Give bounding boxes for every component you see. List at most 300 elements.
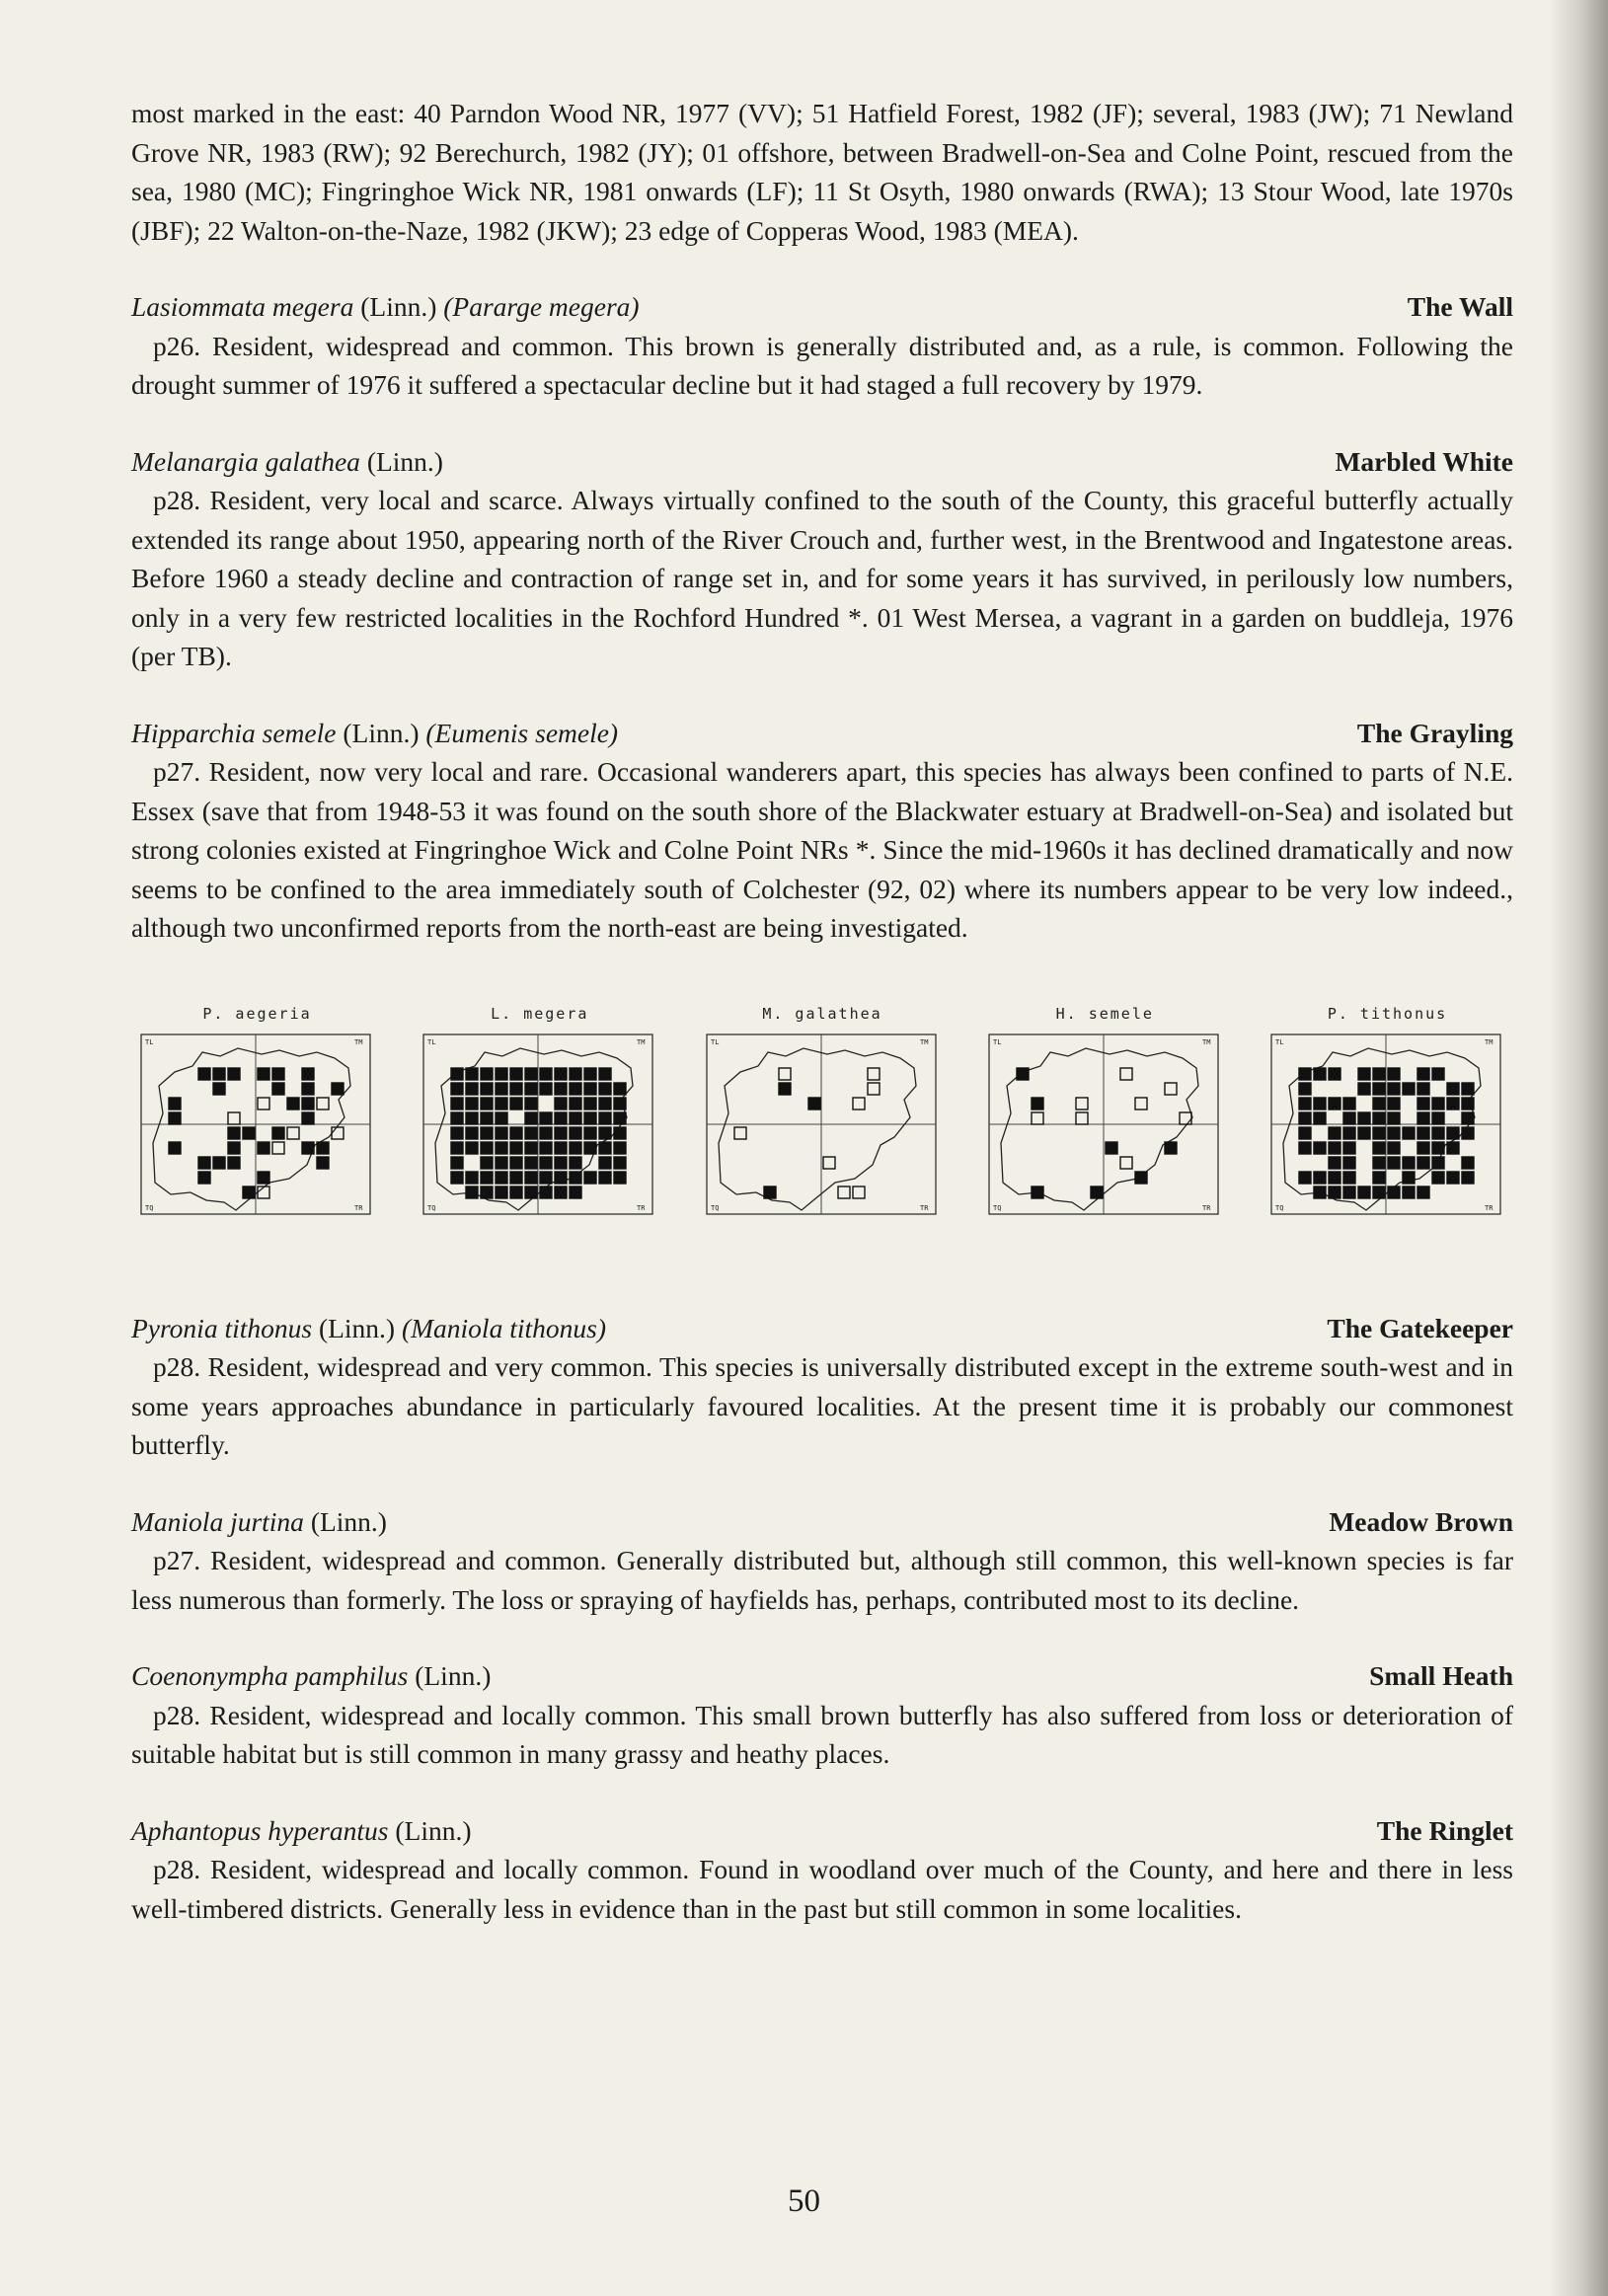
record-square-recent [213,1083,225,1095]
record-square-recent [614,1142,626,1154]
record-square-recent [1106,1142,1117,1154]
record-square-recent [228,1157,240,1169]
record-square-recent [481,1157,493,1169]
record-square-old [317,1098,329,1110]
common-name: The Gatekeeper [1327,1312,1513,1343]
record-square-recent [481,1127,493,1139]
record-square-recent [510,1142,522,1154]
record-square-recent [510,1083,522,1095]
record-square-recent [584,1098,596,1110]
record-square-recent [1388,1068,1400,1080]
record-square-recent [481,1068,493,1080]
record-square-recent [525,1142,537,1154]
record-square-recent [1403,1172,1415,1184]
record-square-recent [584,1068,596,1080]
record-square-recent [570,1112,581,1124]
record-square-recent [1373,1127,1385,1139]
record-square-recent [1417,1142,1429,1154]
record-square-recent [198,1157,210,1169]
record-square-recent [510,1186,522,1198]
record-square-recent [1299,1127,1311,1139]
distribution-map [414,1005,665,1224]
record-square-recent [466,1172,478,1184]
record-square-recent [584,1083,596,1095]
record-square-recent [287,1098,299,1110]
species-name [131,1811,472,1851]
record-square-recent [540,1157,552,1169]
species-description: p28. Resident, widespread and very common. This species is universally distributed except in the extreme south-west and in some years approaches abundance in particularly favoured localities. At the present time it is probably our commonest butterfly. [131,1351,1513,1460]
species-heading [131,1811,1513,1851]
record-square-old [1076,1112,1088,1124]
page-edge-shadow [1549,0,1608,2296]
record-square-recent [213,1157,225,1169]
record-square-recent [540,1068,552,1080]
record-square-recent [1403,1127,1415,1139]
record-square-recent [510,1127,522,1139]
record-square-recent [525,1172,537,1184]
species-heading [131,1309,1513,1348]
record-square-recent [1314,1112,1326,1124]
record-square-recent [1388,1083,1400,1095]
common-name: The Wall [1407,291,1513,322]
record-square-recent [1358,1112,1370,1124]
species-name [131,442,443,482]
record-square-recent [555,1098,567,1110]
record-square-recent [1403,1083,1415,1095]
common-name: Small Heath [1369,1660,1513,1691]
record-square-recent [1358,1068,1370,1080]
species-entry-marbled-white [131,442,1513,676]
record-square-recent [1417,1186,1429,1198]
distribution-map [1262,1005,1513,1224]
record-square-recent [317,1157,329,1169]
record-square-recent [525,1112,537,1124]
record-square-recent [555,1083,567,1095]
record-square-recent [272,1127,284,1139]
species-name [131,1656,491,1696]
record-square-recent [198,1172,210,1184]
record-square-recent [1343,1142,1355,1154]
grid-ref-label: TQ [1275,1203,1284,1212]
record-square-recent [1462,1157,1474,1169]
record-square-recent [614,1157,626,1169]
record-square-recent [302,1083,314,1095]
record-square-old [332,1127,344,1139]
record-square-recent [198,1068,210,1080]
distribution-map-graphic [414,1027,665,1224]
record-square-recent [1447,1083,1459,1095]
grid-ref-label: TR [919,1203,928,1212]
record-square-recent [1329,1186,1340,1198]
record-square-recent [1432,1172,1444,1184]
record-square-old [734,1127,746,1139]
record-square-recent [1373,1098,1385,1110]
grid-ref-label: TM [354,1037,363,1046]
map-label: H. semele [1055,1004,1154,1023]
record-square-recent [1432,1068,1444,1080]
grid-ref-label: TQ [427,1203,436,1212]
distribution-map-graphic [131,1027,383,1224]
record-square-recent [525,1157,537,1169]
common-name: Meadow Brown [1329,1505,1513,1537]
record-square-recent [1373,1142,1385,1154]
record-square-recent [1373,1083,1385,1095]
record-square-recent [496,1157,507,1169]
species-description: p27. Resident, widespread and common. Generally distributed but, although still common, this well-known species is far less numerous than formerly. The loss or spraying of hayfields has, perhaps, contributed most to its decline. [131,1545,1513,1615]
record-square-old [779,1068,791,1080]
record-square-recent [540,1186,552,1198]
grid-ref-label: TL [145,1037,154,1046]
page-number: 50 [788,2183,820,2219]
map-label: P. tithonus [1327,1004,1448,1023]
record-square-recent [540,1142,552,1154]
record-square-recent [1462,1112,1474,1124]
record-square-recent [614,1112,626,1124]
record-square-recent [540,1172,552,1184]
record-square-recent [555,1112,567,1124]
record-square-recent [228,1142,240,1154]
record-square-recent [555,1068,567,1080]
record-square-recent [570,1127,581,1139]
species-entry-meadow-brown [131,1502,1513,1620]
record-square-recent [496,1112,507,1124]
record-square-old [272,1142,284,1154]
record-square-recent [1091,1186,1103,1198]
record-square-recent [584,1142,596,1154]
grid-ref-label: TQ [145,1203,154,1212]
record-square-recent [1299,1098,1311,1110]
record-square-recent [599,1098,611,1110]
record-square-recent [228,1127,240,1139]
record-square-recent [1447,1142,1459,1154]
record-square-recent [1329,1142,1340,1154]
record-square-recent [1373,1068,1385,1080]
species-description: p28. Resident, widespread and locally common. This small brown butterfly has also suffered from loss or deterioration of suitable habitat but is still common in many grassy and heathy places. [131,1699,1513,1769]
record-square-recent [614,1172,626,1184]
record-square-old [1180,1112,1191,1124]
record-square-recent [764,1186,776,1198]
grid-ref-label: TM [637,1037,646,1046]
record-square-recent [1447,1127,1459,1139]
record-square-recent [1462,1098,1474,1110]
species-heading [131,1502,1513,1542]
record-square-recent [1373,1112,1385,1124]
record-square-recent [258,1172,269,1184]
species-description: p26. Resident, widespread and common. This brown is generally distributed and, as a rule, is common. Following the drought summer of 1976 it suffered a spectacular decline but it had staged a full recovery by 1979. [131,330,1513,400]
record-square-recent [451,1068,463,1080]
record-square-recent [555,1172,567,1184]
record-square-recent [451,1083,463,1095]
record-square-recent [481,1172,493,1184]
page-body [131,94,1513,1928]
record-square-recent [779,1083,791,1095]
synonym: (Eumenis semele) [425,717,619,748]
grid-ref-label: TR [1201,1203,1211,1212]
record-square-recent [570,1142,581,1154]
grid-ref-label: TL [427,1037,436,1046]
record-square-recent [451,1112,463,1124]
record-square-old [1120,1157,1132,1169]
distribution-maps [131,1005,1513,1224]
record-square-recent [555,1186,567,1198]
record-square-recent [1314,1098,1326,1110]
species-description: p28. Resident, very local and scarce. Always virtually confined to the south of the County, this graceful butterfly actually extended its range about 1950, appearing north of the River Crouch and, further west, in the Brentwood and Ingatestone areas. Before 1960 a steady decline and contraction of range set in, and for some years it has survived, in perilously low numbers, only in a very few restricted localities in the Rochford Hundred *. 01 West Mersea, a vagrant in a garden on buddleja, 1976 (per TB). [131,485,1513,671]
record-square-recent [1447,1098,1459,1110]
authority: (Linn.) [318,1312,396,1343]
record-square-recent [243,1127,255,1139]
record-square-recent [540,1083,552,1095]
record-square-old [258,1186,269,1198]
species-name [131,1309,606,1348]
record-square-recent [466,1098,478,1110]
record-square-recent [332,1083,344,1095]
record-square-old [1076,1098,1088,1110]
record-square-recent [169,1112,181,1124]
species-heading [131,442,1513,482]
record-square-recent [1388,1112,1400,1124]
record-square-recent [302,1098,314,1110]
grid-ref-label: TM [1485,1037,1493,1046]
record-square-recent [466,1142,478,1154]
record-square-recent [302,1112,314,1124]
record-square-recent [555,1142,567,1154]
synonym: (Maniola tithonus) [401,1312,606,1343]
record-square-recent [1432,1142,1444,1154]
record-square-recent [525,1068,537,1080]
record-square-recent [1432,1157,1444,1169]
grid-ref-label: TQ [710,1203,719,1212]
record-square-recent [525,1083,537,1095]
record-square-recent [496,1172,507,1184]
record-square-recent [496,1142,507,1154]
record-square-recent [570,1083,581,1095]
distribution-map-graphic [1262,1027,1513,1224]
record-square-recent [525,1098,537,1110]
species-entry-ringlet [131,1811,1513,1929]
record-square-recent [614,1127,626,1139]
record-square-recent [169,1142,181,1154]
record-square-recent [481,1098,493,1110]
record-square-recent [1135,1172,1147,1184]
record-square-recent [599,1172,611,1184]
grid-ref-label: TR [637,1203,646,1212]
record-square-recent [1373,1186,1385,1198]
common-name: Marbled White [1335,445,1513,477]
record-square-recent [555,1157,567,1169]
record-square-recent [1388,1098,1400,1110]
record-square-recent [540,1127,552,1139]
grid-ref-label: TR [354,1203,363,1212]
record-square-recent [1329,1098,1340,1110]
common-name: The Ringlet [1376,1814,1513,1846]
record-square-recent [451,1098,463,1110]
species-entry-grayling [131,714,1513,948]
species-heading [131,714,1513,753]
record-square-recent [1343,1112,1355,1124]
record-square-recent [302,1068,314,1080]
record-square-recent [1343,1172,1355,1184]
record-square-recent [1432,1098,1444,1110]
record-square-recent [496,1127,507,1139]
record-square-recent [1417,1127,1429,1139]
record-square-old [853,1186,865,1198]
record-square-recent [228,1068,240,1080]
record-square-recent [1165,1142,1177,1154]
record-square-old [1032,1112,1043,1124]
grid-ref-label: TM [919,1037,928,1046]
authority: (Linn.) [366,445,443,477]
record-square-recent [1417,1112,1429,1124]
authority: (Linn.) [310,1505,387,1537]
record-square-recent [481,1142,493,1154]
record-square-recent [1299,1172,1311,1184]
record-square-old [823,1157,835,1169]
record-square-recent [302,1142,314,1154]
record-square-recent [599,1142,611,1154]
species-heading [131,287,1513,327]
record-square-recent [1417,1098,1429,1110]
synonym: (Pararge megera) [443,291,640,322]
record-square-recent [510,1098,522,1110]
record-square-recent [451,1142,463,1154]
latin-name: Aphantopus hyperantus [131,1814,389,1846]
record-square-recent [481,1112,493,1124]
distribution-map [131,1005,383,1224]
record-square-recent [1299,1112,1311,1124]
record-square-recent [466,1112,478,1124]
record-square-recent [1417,1068,1429,1080]
species-entry-wall [131,287,1513,405]
record-square-recent [466,1083,478,1095]
distribution-map [697,1005,949,1224]
record-square-recent [614,1083,626,1095]
record-square-recent [570,1172,581,1184]
record-square-recent [258,1068,269,1080]
record-square-recent [466,1127,478,1139]
record-square-recent [1462,1083,1474,1095]
record-square-recent [1358,1127,1370,1139]
record-square-recent [496,1098,507,1110]
map-label: L. megera [491,1004,589,1023]
grid-ref-label: TR [1485,1203,1493,1212]
record-square-recent [1417,1157,1429,1169]
record-square-recent [258,1142,269,1154]
record-square-recent [808,1098,820,1110]
record-square-recent [570,1157,581,1169]
record-square-recent [451,1127,463,1139]
latin-name: Melanargia galathea [131,445,360,477]
record-square-recent [1329,1157,1340,1169]
record-square-recent [1343,1157,1355,1169]
record-square-recent [584,1112,596,1124]
species-entry-small-heath [131,1656,1513,1774]
record-square-recent [510,1172,522,1184]
grid-ref-label: TM [1201,1037,1211,1046]
record-square-recent [1447,1172,1459,1184]
distribution-map-graphic [979,1027,1231,1224]
latin-name: Coenonympha pamphilus [131,1660,409,1691]
latin-name: Hipparchia semele [131,717,337,748]
record-square-recent [1299,1083,1311,1095]
species-description: p27. Resident, now very local and rare. Occasional wanderers apart, this species has always been confined to parts of N.E. Essex (save that from 1948-53 it was found on the south shore of the Blackwater estuary at Bradwell-on-Sea) and isolated but strong colonies existed at Fingringhoe Wick and Colne Point NRs *. Since the mid-1960s it has declined dramatically and now seems to be confined to the area immediately south of Colchester (92, 02) where its numbers appear to be very low indeed., although two unconfirmed reports from the north-east are being investigated. [131,756,1513,943]
species-name [131,1502,387,1542]
record-square-recent [496,1083,507,1095]
record-square-recent [599,1083,611,1095]
record-square-recent [570,1068,581,1080]
record-square-recent [1314,1186,1326,1198]
record-square-old [1120,1068,1132,1080]
record-square-old [287,1127,299,1139]
record-square-recent [525,1127,537,1139]
record-square-recent [496,1186,507,1198]
intro-paragraph: most marked in the east: 40 Parndon Wood NR, 1977 (VV); 51 Hatfield Forest, 1982 (JF); several, 1983 (JW); 71 Newland Grove NR, 1983 (RW); 92 Berechurch, 1982 (JY); 01 offshore, between Bradwell-on-Sea and Colne Point, rescued from the sea, 1980 (MC); Fingringhoe Wick NR, 1981 onwards (LF); 11 St Osyth, 1980 onwards (RWA); 13 Stour Wood, late 1970s (JBF); 22 Walton-on-the-Naze, 1982 (JKW); 23 edge of Copperas Wood, 1983 (MEA). [131,98,1513,246]
grid-ref-label: TL [1275,1037,1284,1046]
record-square-recent [540,1112,552,1124]
record-square-recent [1462,1127,1474,1139]
latin-name: Maniola jurtina [131,1505,304,1537]
authority: (Linn.) [395,1814,472,1846]
common-name: The Grayling [1356,717,1513,748]
record-square-recent [213,1068,225,1080]
record-square-recent [1032,1186,1043,1198]
record-square-recent [1314,1142,1326,1154]
record-square-recent [599,1112,611,1124]
record-square-recent [1329,1127,1340,1139]
record-square-recent [570,1186,581,1198]
record-square-recent [1432,1112,1444,1124]
record-square-old [1135,1098,1147,1110]
record-square-recent [466,1068,478,1080]
record-square-recent [1299,1068,1311,1080]
record-square-recent [599,1068,611,1080]
record-square-recent [496,1068,507,1080]
record-square-old [228,1112,240,1124]
record-square-recent [1329,1172,1340,1184]
record-square-recent [1032,1098,1043,1110]
record-square-recent [1343,1127,1355,1139]
county-outline [719,1048,916,1210]
grid-ref-label: TL [710,1037,719,1046]
record-square-recent [1017,1068,1029,1080]
record-square-recent [272,1068,284,1080]
record-square-recent [272,1083,284,1095]
record-square-recent [169,1098,181,1110]
record-square-recent [481,1083,493,1095]
record-square-old [868,1068,880,1080]
species-name [131,714,618,753]
latin-name: Pyronia tithonus [131,1312,313,1343]
authority: (Linn.) [415,1660,492,1691]
record-square-recent [1388,1142,1400,1154]
species-entry-gatekeeper [131,1309,1513,1465]
record-square-recent [1343,1186,1355,1198]
grid-ref-label: TQ [992,1203,1002,1212]
record-square-old [838,1186,850,1198]
latin-name: Lasiommata megera [131,291,354,322]
record-square-recent [525,1186,537,1198]
authority: (Linn.) [360,291,437,322]
species-description: p28. Resident, widespread and locally common. Found in woodland over much of the County, and here and there in less well-timbered districts. Generally less in evidence than in the past but still common in some localities. [131,1854,1513,1924]
record-square-recent [555,1127,567,1139]
record-square-recent [1343,1098,1355,1110]
record-square-recent [451,1172,463,1184]
record-square-recent [243,1186,255,1198]
record-square-recent [1358,1186,1370,1198]
record-square-recent [1314,1172,1326,1184]
record-square-old [1165,1083,1177,1095]
species-heading [131,1656,1513,1696]
record-square-recent [1388,1157,1400,1169]
